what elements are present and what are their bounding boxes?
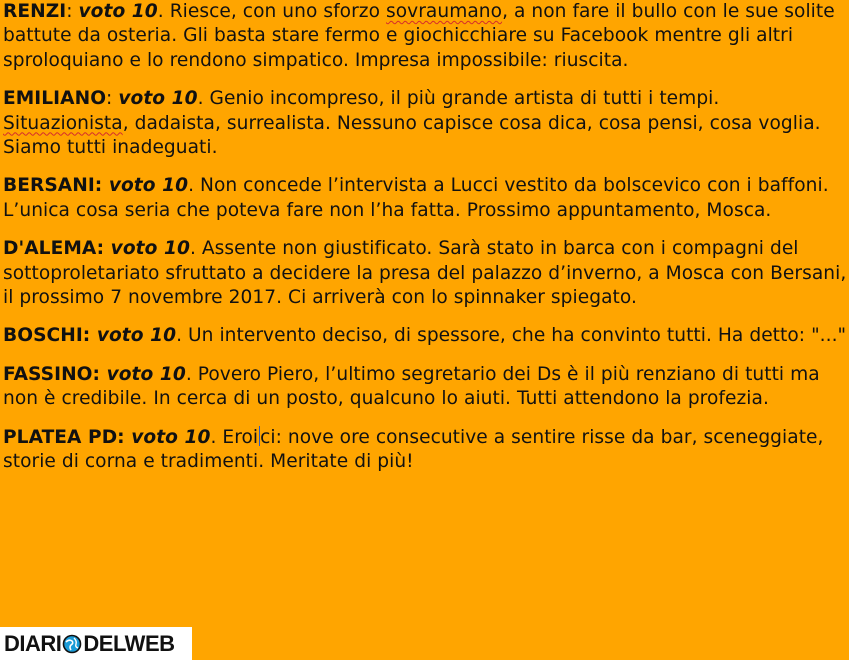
paragraph-text: . Assente non giustificato. Sarà stato in barca con i compagni del sottoproletariato sfruttato a decidere la presa del palazzo d’inverno, a Mosca con Bersani, il prossimo 7 novembre 2017. Ci arriverà con lo spinnaker spiegato. [3,238,847,309]
paragraph-dalema [3,237,847,310]
logo-text-left: DIARI [4,630,62,656]
name-label: BERSANI: [3,175,109,197]
vote-label: voto 10 [96,325,177,347]
separator: : [106,88,119,110]
paragraph-text: . Non concede l’intervista a Lucci vestito da bolscevico con i baffoni. L’unica cosa seria che poteva fare non l’ha fatta. Prossimo appuntamento, Mosca. [3,175,829,221]
paragraph-platea-pd [3,426,847,475]
vote-label: voto 10 [118,88,198,110]
name-label: D'ALEMA: [3,238,111,260]
misspelled-word: Situazionista [3,112,123,134]
paragraph-text: . Riesce, con uno sforzo [157,1,386,22]
paragraph-boschi [3,324,847,348]
paragraph-renzi [3,0,847,73]
globe-icon [62,634,82,654]
name-label: PLATEA PD: [3,426,132,448]
article-body [3,0,847,489]
vote-label: voto 10 [108,175,189,197]
vote-label: voto 10 [131,426,211,448]
name-label: EMILIANO [3,88,107,110]
paragraph-text: . Un intervento deciso, di spessore, che ha convinto tutti. Ha detto: "..." [176,325,847,347]
vote-label: voto 10 [110,238,190,260]
paragraph-text: . Eroi [210,426,259,448]
paragraph-text-cont: ci: nove ore consecutive a sentire risse da bar, sceneggiate, storie di corna e tradimenti. Meritate di più! [3,426,824,473]
paragraph-text: . Povero Piero, l’ultimo segretario dei Ds è il più renziano di tutti ma non è credibile. In cerca di un posto, qualcuno lo aiuti. Tutti attendono la profezia. [3,363,820,410]
paragraph-bersani [3,174,847,223]
paragraph-text-cont: , dadaista, surrealista. Nessuno capisce cosa dica, cosa pensi, cosa voglia. Siamo tutti inadeguati. [3,112,821,159]
name-label: RENZI [3,1,67,22]
separator: : [66,1,79,22]
logo-text-right: DELWEB [83,630,175,656]
paragraph-fassino [3,363,847,412]
name-label: FASSINO: [3,363,107,385]
paragraph-text: . Genio incompreso, il più grande artista di tutti i tempi. [197,88,720,110]
vote-label: voto 10 [106,363,186,385]
diariodelweb-logo [0,627,192,660]
paragraph-emiliano [3,87,847,160]
paragraph-text-cont: , a non fare il bullo con le sue solite battute da osteria. Gli basta stare fermo e giochicchiare su Facebook mentre gli altri sproloquiano e lo rendono simpatico. Impresa impossibile: riuscita. [3,1,835,71]
name-label: BOSCHI: [3,325,97,347]
vote-label: voto 10 [78,1,158,22]
misspelled-word: sovraumano [386,1,503,22]
